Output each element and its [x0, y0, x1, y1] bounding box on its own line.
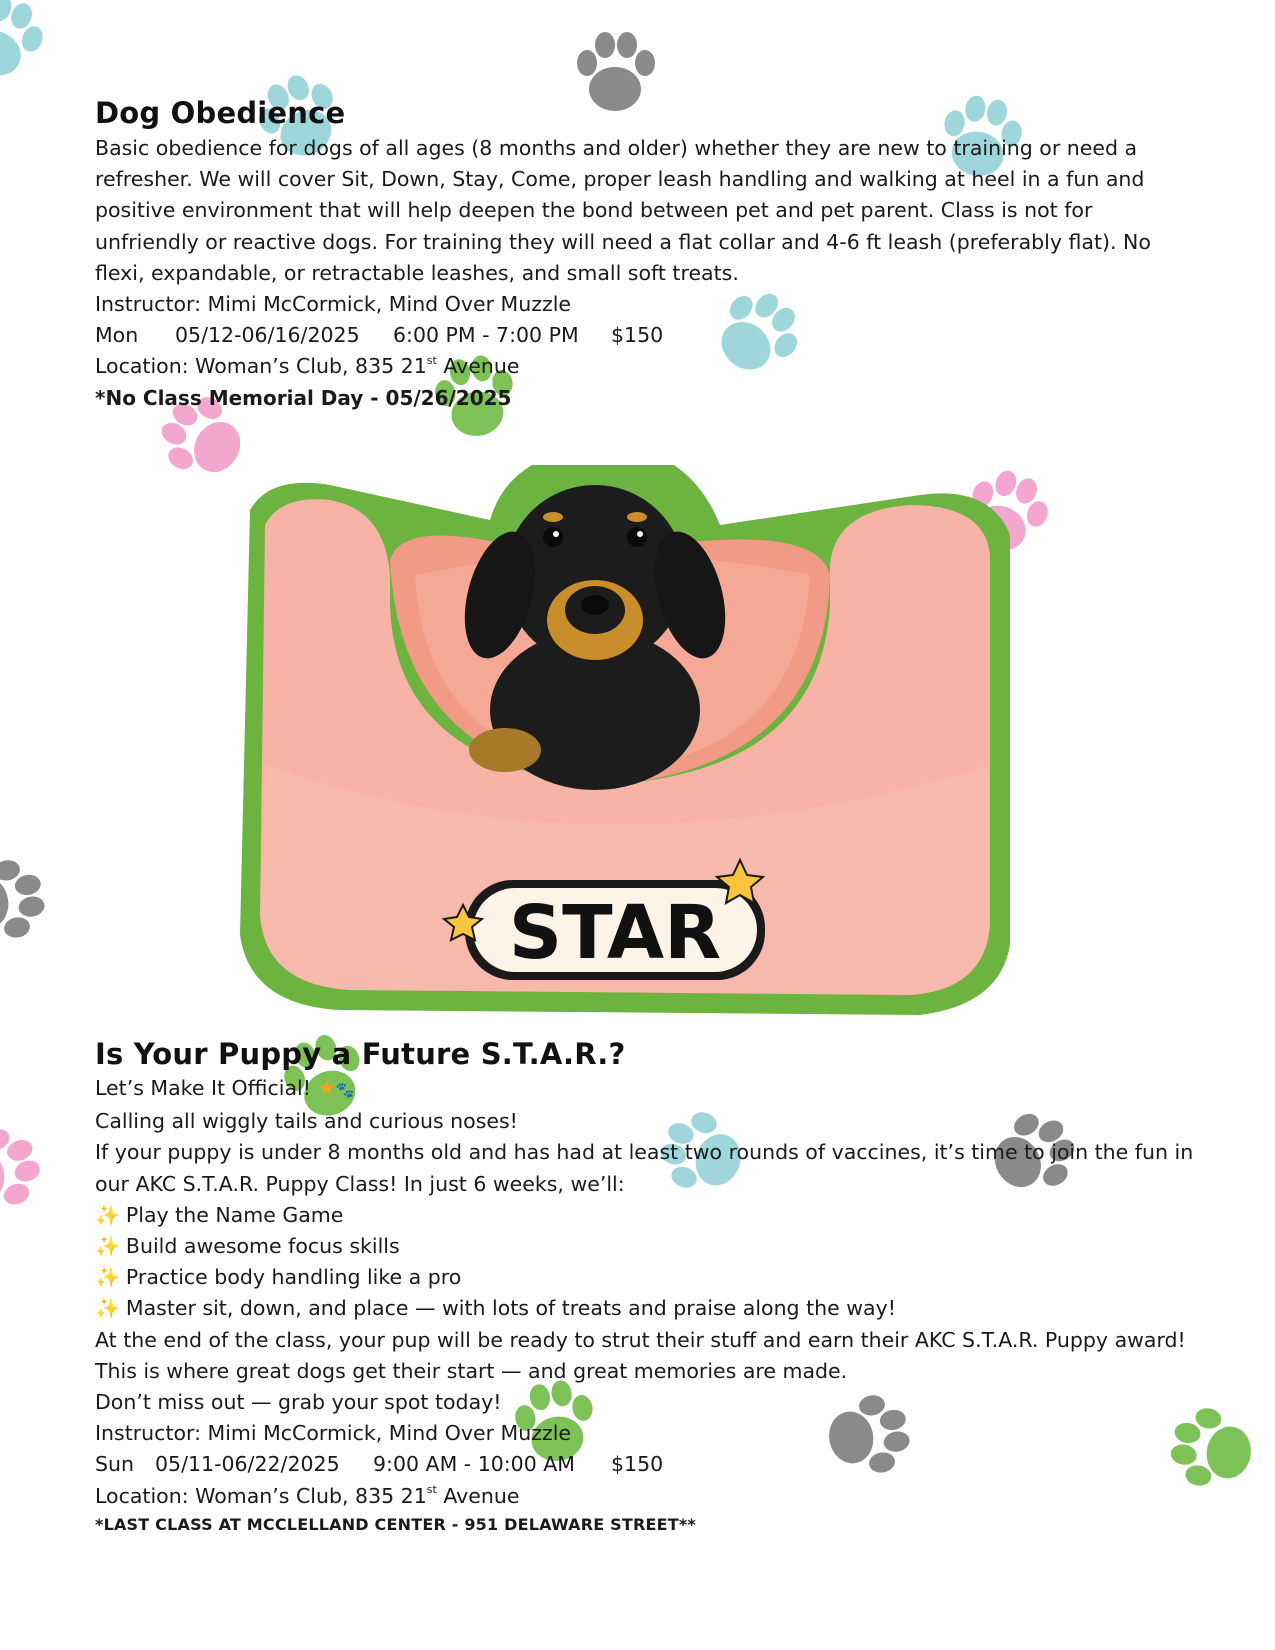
description-line: unfriendly or reactive dogs. For training they will need a flat collar and 4-6 ft leash (preferably flat). No [95, 229, 1151, 254]
schedule-line [95, 320, 1195, 351]
class-time: 6:00 PM - 7:00 PM [393, 323, 579, 348]
bullet-item: ✨ Practice body handling like a pro [95, 1265, 462, 1290]
sparkle-icon: ✨ [95, 1202, 120, 1227]
bullet-item: ✨ Play the Name Game [95, 1202, 344, 1227]
class-time: 9:00 AM - 10:00 AM [373, 1452, 575, 1477]
star-puppy-section [95, 1037, 1195, 1538]
dog-obedience-section [95, 96, 1195, 414]
closing-line: At the end of the class, your pup will be ready to strut their stuff and earn their AKC S.T.A.R. Puppy award! [95, 1327, 1186, 1352]
class-dates: 05/11-06/22/2025 [155, 1452, 340, 1477]
star-icon: ★ [317, 1076, 336, 1100]
class-price: $150 [611, 323, 664, 348]
last-class-note: *LAST CLASS AT MCCLELLAND CENTER - 951 DELAWARE STREET** [95, 1514, 696, 1534]
class-description [95, 133, 1195, 414]
description-line: positive environment that will help deepen the bond between pet and pet parent. Class is not for [95, 198, 1093, 223]
instructor-line: Instructor: Mimi McCormick, Mind Over Muzzle [95, 1421, 572, 1446]
class-description [95, 1073, 1195, 1538]
schedule-line [95, 1449, 1195, 1480]
sparkle-icon: ✨ [95, 1234, 120, 1259]
instructor-line: Instructor: Mimi McCormick, Mind Over Muzzle [95, 292, 572, 317]
section-title: Is Your Puppy a Future S.T.A.R.? [95, 1037, 626, 1071]
paw-print-decoration [0, 1120, 55, 1220]
tagline: Let’s Make It Official! ★🐾 [95, 1076, 355, 1100]
badge-text: STAR [508, 890, 722, 976]
location-line: Location: Woman’s Club, 835 21st Avenue [95, 353, 520, 379]
paragraph-line: our AKC S.T.A.R. Puppy Class! In just 6 weeks, we’ll: [95, 1171, 625, 1196]
class-price: $150 [611, 1452, 664, 1477]
no-class-note: *No Class Memorial Day - 05/26/2025 [95, 385, 512, 410]
paragraph-line: If your puppy is under 8 months old and has had at least two rounds of vaccines, it’s time to join the fun in [95, 1140, 1194, 1165]
sparkle-icon: ✨ [95, 1296, 120, 1321]
description-line: flexi, expandable, or retractable leashes, and small soft treats. [95, 260, 739, 285]
description-line: Basic obedience for dogs of all ages (8 months and older) whether they are new to training or need a [95, 136, 1138, 160]
location-line: Location: Woman’s Club, 835 21st Avenue [95, 1482, 520, 1508]
paw-icon: 🐾 [335, 1081, 355, 1099]
closing-line: This is where great dogs get their start — and great memories are made. [95, 1358, 848, 1383]
closing-line: Don’t miss out — grab your spot today! [95, 1390, 502, 1415]
section-title: Dog Obedience [95, 96, 346, 130]
sparkle-icon: ✨ [95, 1265, 120, 1290]
puppy-bed-photo [220, 465, 1060, 1065]
bullet-item: ✨ Build awesome focus skills [95, 1234, 400, 1259]
bullet-item: ✨ Master sit, down, and place — with lots of treats and praise along the way! [95, 1296, 896, 1321]
paw-print-decoration [0, 0, 60, 100]
description-line: refresher. We will cover Sit, Down, Stay, Come, proper leash handling and walking at heel in a fun and [95, 167, 1145, 192]
class-day: Mon [95, 323, 139, 348]
puppy-illustration [220, 465, 1060, 1065]
class-day: Sun [95, 1452, 134, 1477]
class-dates: 05/12-06/16/2025 [175, 323, 360, 348]
paw-print-decoration [0, 845, 65, 955]
intro-line: Calling all wiggly tails and curious noses! [95, 1109, 518, 1134]
